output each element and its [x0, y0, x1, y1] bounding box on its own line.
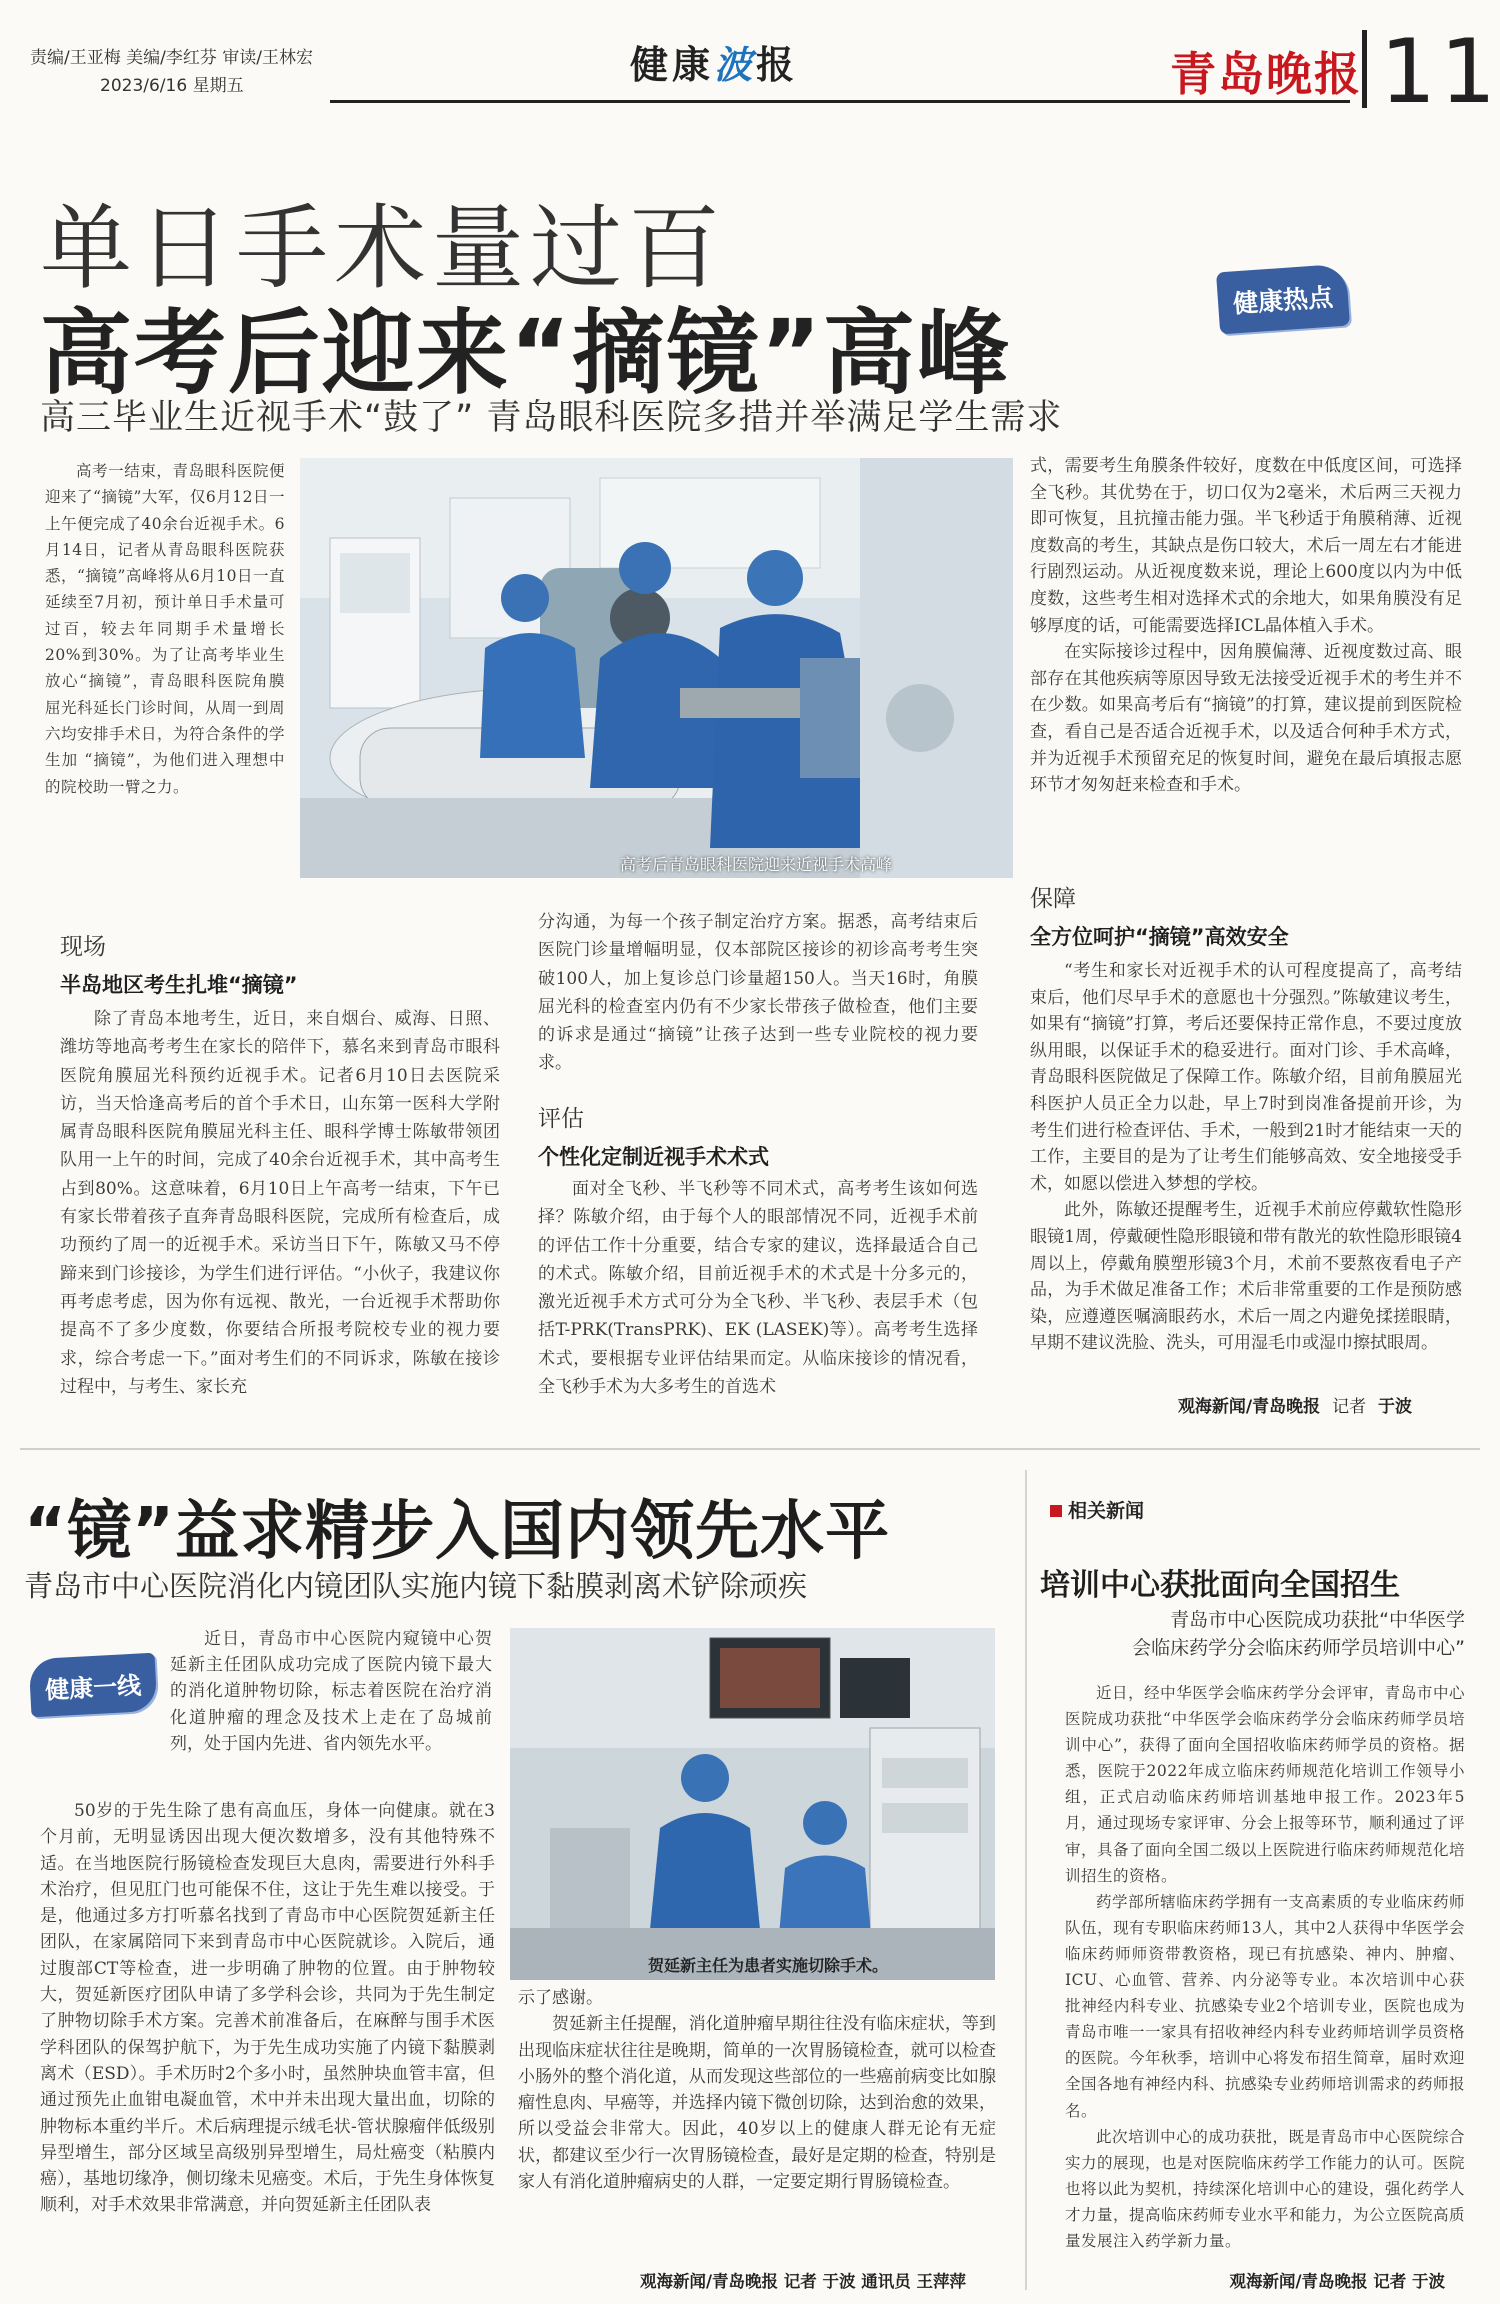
section-scene-text: 除了青岛本地考生，近日，来自烟台、威海、日照、潍坊等地高考考生在家长的陪伴下，慕名来到青岛市眼科医院角膜屈光科预约近视手术。记者6月10日去医院采访，当天恰逢高考后的首个手术日，山东第一医科大学附属青岛眼科医院角膜屈光科主任、眼科学博士陈敏带领团队用一上午的时间，完成了40余台近视手术，其中高考生占到80%。这意味着，6月10日上午高考一结束，下午已有家长带着孩子直奔青岛眼科医院，完成所有检查后，成功预约了周一的近视手术。采访当日下午，陈敏又马不停蹄来到门诊接诊，为学生们进行评估。“小伙子，我建议你再考虑考虑，因为你有远视、散光，一台近视手术帮助你提高不了多少度数，你要结合所报考院校专业的视力要求，综合考虑一下。”面对考生们的不同诉求，陈敏在接诊过程中，与考生、家长充 — [60, 1009, 500, 1397]
section-title-part2: 报 — [756, 43, 799, 87]
related-paragraph3: 此次培训中心的成功获批，既是青岛市中心医院综合实力的展现，也是对医院临床药学工作能力的认可。医院也将以此为契机，持续深化培训中心的建设，强化药学人才力量，提高临床药师专业水平和能力，为公立医院高质量发展注入药学新力量。 — [1065, 2127, 1466, 2250]
related-news-body — [1065, 1680, 1465, 2254]
section-assess-text: 面对全飞秒、半飞秒等不同术式，高考考生该如何选择？陈敏介绍，由于每个人的眼部情况不同，近视手术前的评估工作十分重要，结合专家的建议，选择最适合自己的术式。陈敏介绍，目前近视手术的术式是十分多元的，激光近视手术方式可分为全飞秒、半飞秒、表层手术（包括T-PRK(TransPRK)、EK (LASEK)等）。高考考生选择术式，要根据专业评估结果而定。从临床接诊的情况看，全飞秒手术为大多考生的首选术 — [538, 1179, 978, 1398]
section-assess — [538, 1100, 978, 1171]
page-number: 11 — [1380, 20, 1500, 123]
article2-paragraph2-cont: 示了感谢。 — [518, 1988, 603, 2008]
section-title-part1: 健康 — [630, 43, 715, 87]
related-news-tag-label: 相关新闻 — [1068, 1500, 1145, 1522]
article1-title-line2: 高考后迎来“摘镜”高峰 — [40, 300, 1011, 407]
related-news-tag — [1050, 1496, 1144, 1523]
article1-mid-cont — [538, 908, 978, 1078]
article2-subtitle: 青岛市中心医院消化内镜团队实施内镜下黏膜剥离术铲除顽疾 — [24, 1569, 808, 1603]
section-guarantee-body — [1030, 958, 1462, 1357]
section-guarantee-head: 全方位呵护“摘镜”高效安全 — [1030, 925, 1289, 949]
header-credits — [30, 44, 313, 100]
article2-lead — [170, 1626, 492, 1757]
related-tag-square-icon — [1050, 1505, 1062, 1517]
section-title — [630, 34, 798, 89]
page-number-divider — [1362, 30, 1367, 108]
health-frontline-badge: 健康一线 — [29, 1653, 158, 1718]
section-scene-body — [60, 1005, 500, 1401]
related-divider — [1025, 1470, 1027, 2290]
related-news-subtitle — [1065, 1606, 1465, 1662]
article2-byline: 观海新闻/青岛晚报 记者 于波 通讯员 王萍萍 — [639, 2272, 966, 2291]
article1-mid-text: 分沟通，为每一个孩子制定治疗方案。据悉，高考结束后医院门诊量增幅明显，仅本部院区接诊的初诊高考考生突破100人，加上复诊总门诊量超150人。当天16时，角膜屈光科的检查室内仍有不少家长带孩子做检查，他们主要的诉求是通过“摘镜”让孩子达到一些专业院校的视力要求。 — [538, 912, 978, 1074]
article2-body-left — [40, 1798, 495, 2219]
section-scene-head: 半岛地区考生扎堆“摘镜” — [60, 973, 298, 997]
article1-lead — [45, 458, 285, 800]
article2-paragraph2: 50岁的于先生除了患有高血压，身体一向健康。就在3个月前，无明显诱因出现大便次数增多，没有其他特殊不适。在当地医院行肠镜检查发现巨大息肉，需要进行外科手术治疗，但见肛门也可能保不住，这让于先生难以接受。于是，他通过多方打听慕名找到了青岛市中心医院贺延新主任团队，在家属陪同下来到青岛市中心医院就诊。入院后，通过腹部CT等检查，进一步明确了肿物的位置。由于肿物较大，贺延新医疗团队申请了多学科会诊，共同为于先生制定了肿物切除手术方案。完善术前准备后，在麻醉与围手术医学科团队的保驾护航下，为于先生成功实施了内镜下黏膜剥离术（ESD）。手术历时2个多小时，虽然肿块血管丰富，但通过预先止血钳电凝血管，术中并未出现大量出血，切除的肿物标本重约半斤。术后病理提示绒毛状-管状腺瘤伴低级别异型增生，部分区域呈高级别异型增生，局灶癌变（粘膜内癌），基地切缘净，侧切缘未见癌变。术后，于先生身体恢复顺利，对手术效果非常满意，并向贺延新主任团队表 — [40, 1801, 495, 2216]
endoscopy-photo — [510, 1628, 995, 1980]
related-paragraph2: 药学部所辖临床药学拥有一支高素质的专业临床药师队伍，现有专职临床药师13人，其中2人获得中华医学会临床药师师资带教资格，现已有抗感染、神内、肿瘤、ICU、心血管、营养、内分泌等专业。本次培训中心获批神经内科专业、抗感染专业2个培训专业，医院也成为青岛市唯一一家具有招收神经内科专业药师培训学员资格的医院。今年秋季，培训中心将发布招生简章，届时欢迎全国各地有神经内科、抗感染专业药师培训需求的药师报名。 — [1065, 1892, 1466, 2120]
section-guarantee-text2: 此外，陈敏还提醒考生，近视手术前应停戴软性隐形眼镜1周，停戴硬性隐形眼镜和带有散光的软性隐形眼镜4周以上，停戴角膜塑形镜3个月，术前不要熬夜看电子产品，为手术做足准备工作；术后非常重要的工作是预防感染，应遵遵医嘱滴眼药水，术后一周之内避免揉搓眼睛，早期不建议洗脸、洗头，可用湿毛巾或湿巾擦拭眼周。 — [1030, 1200, 1462, 1354]
article2-title: “镜”益求精步入国内领先水平 — [24, 1495, 891, 1569]
section-assess-head: 个性化定制近视手术术式 — [538, 1145, 769, 1169]
section-scene-kicker: 现场 — [60, 934, 106, 960]
article1-title-line1: 单日手术量过百 — [40, 195, 727, 302]
article1-byline-role: 记者 — [1332, 1397, 1367, 1417]
related-paragraph1: 近日，经中华医学会临床药学分会评审，青岛市中心医院成功获批“中华医学会临床药学分会临床药师学员培训中心”，获得了面向全国招收临床药师学员的资格。据悉，医院于2022年成立临床药师规范化培训工作领导小组，正式启动临床药师培训基地申报工作。2023年5月，通过现场专家评审、分会上报等环节，顺利通过了评审，具备了面向全国二级以上医院进行临床药师规范化培训招生的资格。 — [1065, 1684, 1466, 1885]
article1-byline — [1030, 1392, 1412, 1417]
section-guarantee-kicker: 保障 — [1030, 886, 1076, 912]
section-guarantee-text1: “考生和家长对近视手术的认可程度提高了，高考结束后，他们尽早手术的意愿也十分强烈。”陈敏建议考生，如果有“摘镜”打算，考后还要保持正常作息，不要过度放纵用眼，以保证手术的稳妥进行。面对门诊、手术高峰，青岛眼科医院做足了保障工作。陈敏介绍，目前角膜屈光科医护人员正全力以赴，早上7时到岗准备提前开诊，为考生们进行检查评估、手术，一般到21时才能结束一天的工作，主要目的是为了让考生们能够高效、安全地接受手术，如愿以偿进入梦想的学校。 — [1030, 961, 1462, 1194]
related-byline: 观海新闻/青岛晚报 记者 于波 — [1229, 2272, 1445, 2291]
article1-right-cont1: 式，需要考生角膜条件较好，度数在中低度区间，可选择全飞秒。其优势在于，切口仅为2毫米，术后两三天视力即可恢复，且抗撞击能力强。半飞秒适于角膜稍薄、近视度数高的考生，其缺点是伤口较大，术后一周左右才能进行剧烈运动。从近视度数来说，理论上600度以内为中低度数，这些考生相对选择术式的余地大，如果角膜没有足够厚度的话，可能需要选择ICL晶体植入手术。 — [1030, 456, 1462, 636]
section-scene — [60, 928, 500, 999]
related-subtitle-line2: 会临床药学分会临床药师学员培训中心” — [1132, 1637, 1465, 1659]
photo2-caption: 贺延新主任为患者实施切除手术。 — [648, 1956, 889, 1975]
article1-byline-source: 观海新闻/青岛晚报 — [1177, 1397, 1321, 1417]
article2-body-right — [518, 1985, 996, 2195]
eye-surgery-photo — [300, 458, 1013, 878]
section-guarantee — [1030, 880, 1462, 951]
health-hotspot-badge: 健康热点 — [1216, 264, 1350, 335]
article1-lead-text: 高考一结束，青岛眼科医院便迎来了“摘镜”大军，仅6月12日一上午便完成了40余台近视手术。6月14日，记者从青岛眼科医院获悉，“摘镜”高峰将从6月10日一直延续至7月初，预计单日手术量可过百，较去年同期手术量增长20%到30%。为了让高考毕业生放心“摘镜”，青岛眼科医院角膜屈光科延长门诊时间，从周一到周六均安排手术日，为符合条件的学生加 “摘镜”，为他们进入理想中的院校助一臂之力。 — [45, 462, 286, 796]
eye-surgery-illustration — [300, 458, 1013, 878]
article1-right-top — [1030, 453, 1462, 799]
photo1-caption: 高考后青岛眼科医院迎来近视手术高峰 — [620, 855, 893, 874]
related-subtitle-line1: 青岛市中心医院成功获批“中华医学 — [1170, 1609, 1465, 1631]
section-assess-body — [538, 1175, 978, 1401]
section-assess-kicker: 评估 — [538, 1106, 584, 1132]
article-divider — [20, 1448, 1480, 1450]
article1-right-cont2: 在实际接诊过程中，因角膜偏薄、近视度数过高、眼部存在其他疾病等原因导致无法接受近视手术的考生并不在少数。如果高考后有“摘镜”的打算，建议提前到医院检查，看自己是否适合近视手术，以及适合何种手术方式，并为近视手术预留充足的恢复时间，避免在最后填报志愿环节才匆匆赶来检查和手术。 — [1030, 642, 1462, 796]
newspaper-logo: 青岛晚报 — [1170, 47, 1362, 101]
article2-lead-text: 近日，青岛市中心医院内窥镜中心贺延新主任团队成功完成了医院内镜下最大的消化道肿物切除，标志着医院在治疗消化道肿瘤的理念及技术上走在了岛城前列，处于国内先进、省内领先水平。 — [170, 1629, 492, 1754]
related-news-title: 培训中心获批面向全国招生 — [1040, 1568, 1400, 1603]
issue-date: 2023/6/16 星期五 — [100, 76, 244, 96]
article1-byline-name: 于波 — [1378, 1397, 1412, 1417]
article2-paragraph3: 贺延新主任提醒，消化道肿瘤早期往往没有临床症状，等到出现临床症状往往是晚期，简单的一次胃肠镜检查，就可以检查小肠外的整个消化道，从而发现这些部位的一些癌前病变比如腺瘤性息肉、早癌等，并选择内镜下微创切除，达到治愈的效果，所以受益会非常大。因此，40岁以上的健康人群无论有无症状，都建议至少行一次胃肠镜检查，最好是定期的检查，特别是家人有消化道肿瘤病史的人群，一定要定期行胃肠镜检查。 — [518, 2014, 996, 2193]
section-title-wave: 波 — [714, 43, 757, 87]
article1-subtitle: 高三毕业生近视手术“鼓了” 青岛眼科医院多措并举满足学生需求 — [40, 398, 1063, 438]
editor-credits: 责编/王亚梅 美编/李红芬 审读/王林宏 — [30, 48, 313, 68]
endoscopy-illustration — [510, 1628, 995, 1980]
